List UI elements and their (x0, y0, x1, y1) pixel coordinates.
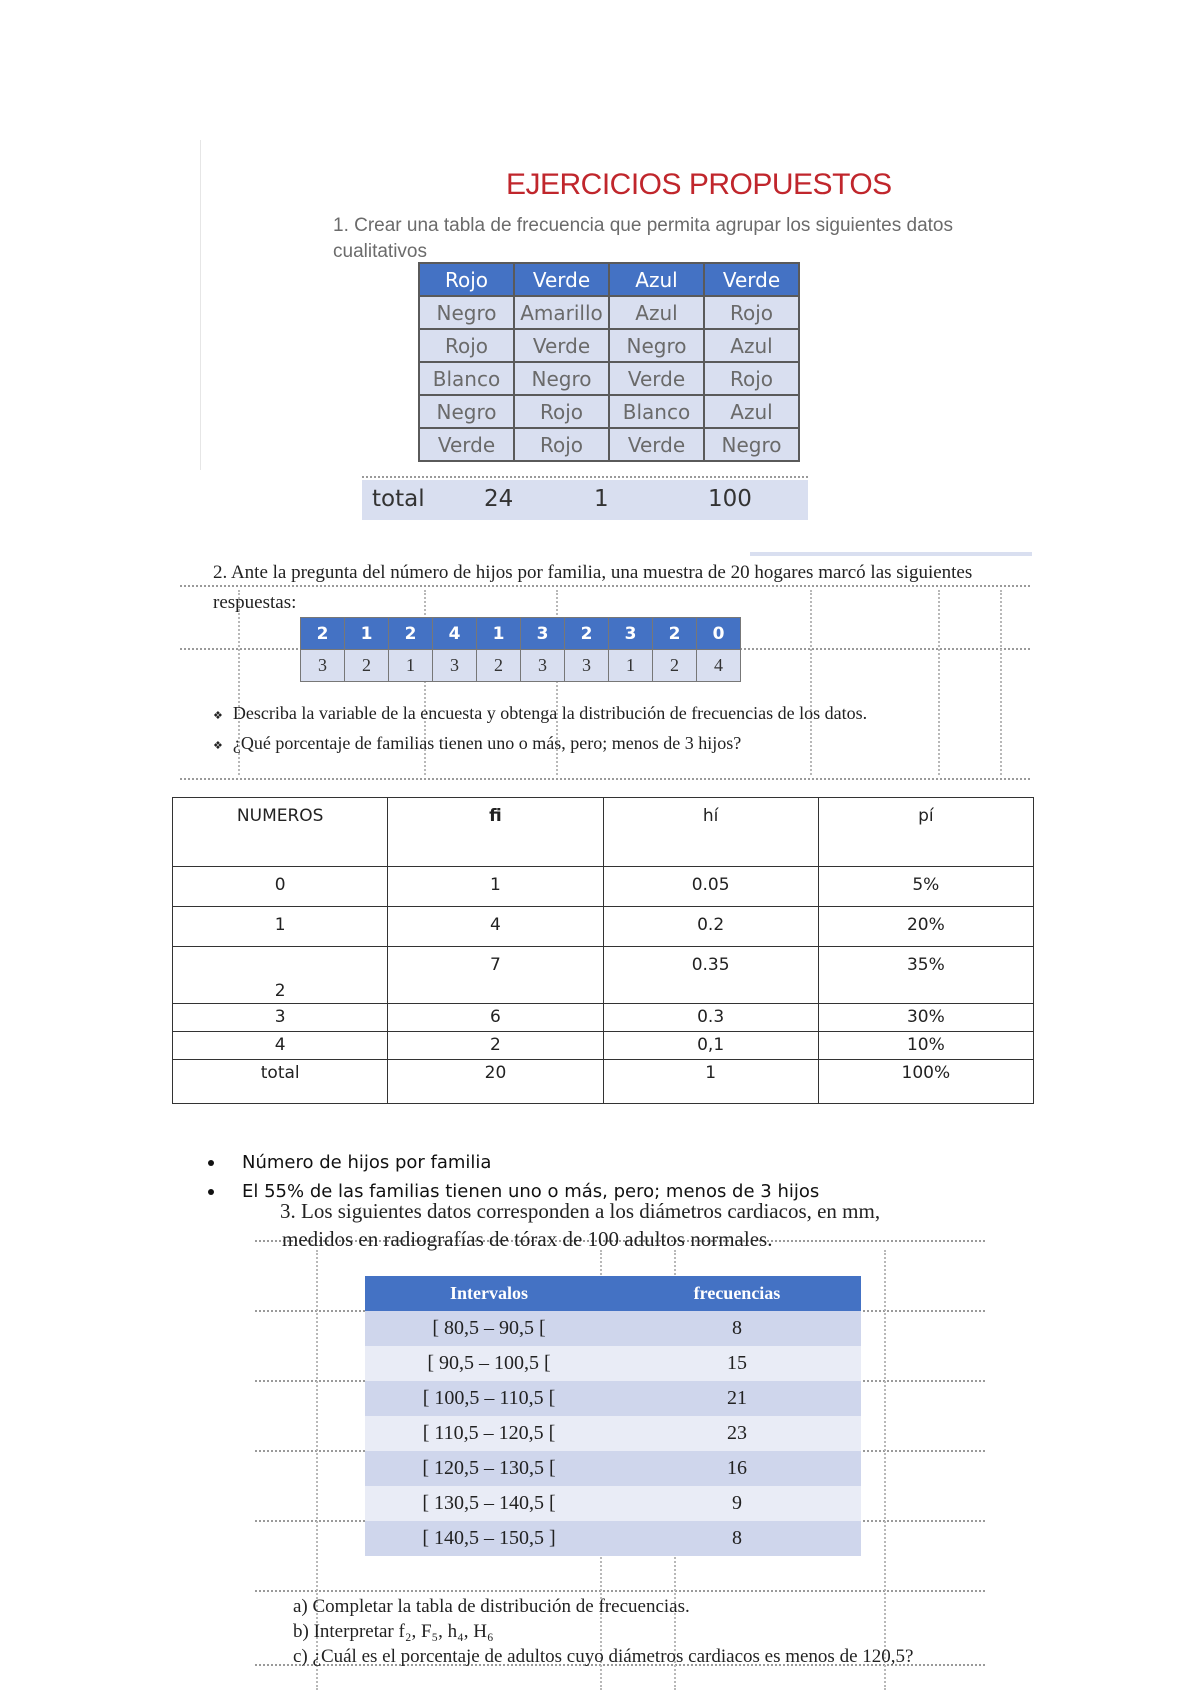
response-cell: 1 (389, 650, 433, 682)
table-cell: 0,1 (603, 1032, 818, 1060)
colors-cell: Verde (609, 428, 704, 461)
table-row (173, 907, 1034, 947)
table-row (301, 618, 741, 650)
diamond-bullet-icon: ❖ (213, 710, 223, 722)
column-header: fi (388, 798, 603, 867)
list-item-text: Describa la variable de la encuesta y obtenga la distribución de frecuencias de los datos. (232, 703, 868, 723)
column-header: hí (603, 798, 818, 867)
table-row (419, 428, 799, 461)
table-cell: 0.35 (603, 947, 818, 1004)
colors-header-cell: Azul (609, 263, 704, 296)
colors-table (418, 262, 800, 462)
exercise3-prompt (280, 1197, 980, 1253)
table-row (173, 947, 1034, 1004)
response-cell: 2 (389, 618, 433, 650)
column-header: frecuencias (613, 1276, 861, 1311)
colors-cell: Azul (704, 329, 799, 362)
exercise3-prompt-line: 3. Los siguientes datos corresponden a los diámetros cardiacos, en mm, (280, 1199, 881, 1223)
dotted-guide (180, 778, 1030, 780)
frequency-table (172, 797, 1034, 1104)
total-row-bar (362, 480, 808, 520)
table-row (365, 1416, 861, 1451)
colors-cell: Azul (609, 296, 704, 329)
colors-cell: Verde (419, 428, 514, 461)
interval-cell: [ 120,5 – 130,5 [ (365, 1451, 613, 1486)
table-cell: 2 (173, 947, 388, 1004)
colors-cell: Rojo (514, 395, 609, 428)
response-cell: 2 (345, 650, 389, 682)
list-item (213, 733, 741, 754)
frequency-cell: 15 (613, 1346, 861, 1381)
colors-cell: Azul (704, 395, 799, 428)
table-row (301, 650, 741, 682)
table-cell: 35% (818, 947, 1033, 1004)
response-cell: 0 (697, 618, 741, 650)
table-cell: 0.2 (603, 907, 818, 947)
table-cell: 7 (388, 947, 603, 1004)
interval-cell: [ 100,5 – 110,5 [ (365, 1381, 613, 1416)
response-cell: 2 (477, 650, 521, 682)
table-row (365, 1346, 861, 1381)
dotted-guide (362, 476, 808, 478)
table-header-row (173, 798, 1034, 867)
table-cell: 0.3 (603, 1004, 818, 1032)
question-item: c) ¿Cuál es el porcentaje de adultos cuyo diámetros cardiacos es menos de 120,5? (293, 1646, 914, 1667)
table-cell: 100% (818, 1060, 1033, 1104)
table-cell: 1 (388, 867, 603, 907)
total-value: 100 (708, 486, 752, 512)
total-label: total (372, 486, 425, 512)
table-header-row (365, 1276, 861, 1311)
table-row (365, 1381, 861, 1416)
table-cell: 3 (173, 1004, 388, 1032)
list-item-text: El 55% de las familias tienen uno o más, pero; menos de 3 hijos (242, 1181, 820, 1202)
table-cell: 4 (173, 1032, 388, 1060)
colors-cell: Rojo (704, 362, 799, 395)
table-cell: 6 (388, 1004, 603, 1032)
question-item: a) Completar la tabla de distribución de frecuencias. (293, 1596, 690, 1617)
table-row (419, 296, 799, 329)
colors-cell: Verde (514, 329, 609, 362)
table-cell: 30% (818, 1004, 1033, 1032)
response-cell: 3 (521, 650, 565, 682)
exercise1-prompt: 1. Crear una tabla de frecuencia que permita agrupar los siguientes datos cualitativos (333, 215, 953, 262)
table-cell: 0 (173, 867, 388, 907)
response-cell: 1 (477, 618, 521, 650)
table-row (365, 1521, 861, 1556)
table-row (173, 1004, 1034, 1032)
total-value: 1 (594, 486, 609, 512)
colors-cell: Rojo (704, 296, 799, 329)
frequency-cell: 23 (613, 1416, 861, 1451)
colors-header-cell: Verde (514, 263, 609, 296)
response-cell: 3 (609, 618, 653, 650)
response-cell: 2 (653, 650, 697, 682)
decorative-bar (750, 552, 1032, 556)
table-row (419, 362, 799, 395)
dotted-guide (1000, 590, 1002, 775)
bullet-icon (208, 1189, 214, 1195)
colors-cell: Verde (609, 362, 704, 395)
table-cell: 0.05 (603, 867, 818, 907)
table-cell: 20 (388, 1060, 603, 1104)
table-cell: 10% (818, 1032, 1033, 1060)
exercise3-prompt-line: medidos en radiografías de tórax de 100 adultos normales. (282, 1227, 773, 1251)
table-row (419, 329, 799, 362)
colors-header-cell: Rojo (419, 263, 514, 296)
table-row (419, 395, 799, 428)
total-value: 24 (484, 486, 514, 512)
colors-cell: Negro (609, 329, 704, 362)
colors-cell: Blanco (419, 362, 514, 395)
response-cell: 4 (697, 650, 741, 682)
colors-cell: Negro (514, 362, 609, 395)
column-header: Intervalos (365, 1276, 613, 1311)
question-item: b) Interpretar f₂, F₅, h₄, H₆ (293, 1621, 494, 1642)
response-cell: 2 (565, 618, 609, 650)
colors-cell: Negro (419, 296, 514, 329)
interval-cell: [ 80,5 – 90,5 [ (365, 1311, 613, 1346)
table-cell: 20% (818, 907, 1033, 947)
page-title: EJERCICIOS PROPUESTOS (506, 168, 892, 201)
page-guide-line (200, 140, 201, 470)
response-cell: 4 (433, 618, 477, 650)
table-row (365, 1486, 861, 1521)
bullet-icon (208, 1160, 214, 1166)
response-cell: 3 (565, 650, 609, 682)
column-header: NUMEROS (173, 798, 388, 867)
colors-cell: Amarillo (514, 296, 609, 329)
responses-table (300, 617, 741, 682)
list-item-text: Número de hijos por familia (242, 1152, 492, 1173)
dotted-guide (255, 1590, 985, 1592)
table-cell: 4 (388, 907, 603, 947)
frequency-cell: 8 (613, 1311, 861, 1346)
response-cell: 1 (609, 650, 653, 682)
table-cell: 1 (603, 1060, 818, 1104)
response-cell: 2 (653, 618, 697, 650)
list-item (213, 703, 867, 724)
response-cell: 3 (301, 650, 345, 682)
frequency-cell: 16 (613, 1451, 861, 1486)
intervals-table (365, 1276, 861, 1556)
interval-cell: [ 110,5 – 120,5 [ (365, 1416, 613, 1451)
column-header: pí (818, 798, 1033, 867)
dotted-guide (884, 1250, 886, 1690)
colors-cell: Rojo (419, 329, 514, 362)
table-cell: 2 (388, 1032, 603, 1060)
table-cell: 5% (818, 867, 1033, 907)
frequency-cell: 21 (613, 1381, 861, 1416)
diamond-bullet-icon: ❖ (213, 740, 223, 752)
colors-cell: Negro (704, 428, 799, 461)
interval-cell: [ 90,5 – 100,5 [ (365, 1346, 613, 1381)
frequency-cell: 8 (613, 1521, 861, 1556)
frequency-cell: 9 (613, 1486, 861, 1521)
colors-cell: Rojo (514, 428, 609, 461)
table-row (365, 1311, 861, 1346)
response-cell: 3 (433, 650, 477, 682)
table-row (365, 1451, 861, 1486)
table-row (173, 867, 1034, 907)
table-cell: total (173, 1060, 388, 1104)
table-row (173, 1060, 1034, 1104)
colors-header-row (419, 263, 799, 296)
list-item (208, 1152, 491, 1173)
interval-cell: [ 130,5 – 140,5 [ (365, 1486, 613, 1521)
colors-cell: Negro (419, 395, 514, 428)
colors-header-cell: Verde (704, 263, 799, 296)
list-item-text: ¿Qué porcentaje de familias tienen uno o más, pero; menos de 3 hijos? (232, 733, 742, 753)
response-cell: 2 (301, 618, 345, 650)
interval-cell: [ 140,5 – 150,5 ] (365, 1521, 613, 1556)
response-cell: 1 (345, 618, 389, 650)
table-row (173, 1032, 1034, 1060)
colors-cell: Blanco (609, 395, 704, 428)
exercise2-prompt: 2. Ante la pregunta del número de hijos por familia, una muestra de 20 hogares marcó las siguientes respuestas: (213, 562, 973, 613)
response-cell: 3 (521, 618, 565, 650)
table-cell: 1 (173, 907, 388, 947)
